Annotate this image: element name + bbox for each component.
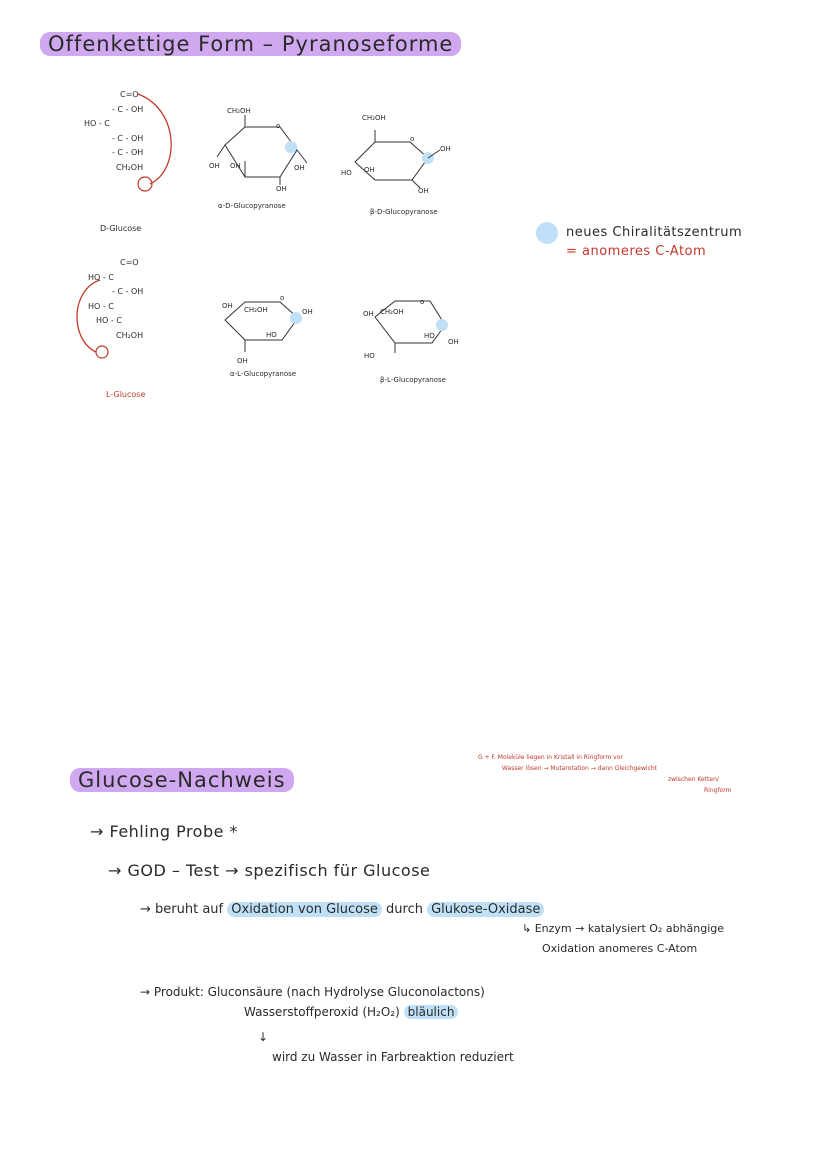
ring1-caption: α-D-Glucopyranose <box>218 202 286 210</box>
section2-title: Glucose-Nachweis <box>70 768 294 792</box>
ring1-left: OH <box>209 162 220 170</box>
ring1-left2: OH <box>230 162 241 170</box>
note-line: G + F. Moleküle liegen in Kristall in Ringform vor <box>478 754 623 761</box>
legend-line1: neues Chiralitätszentrum <box>566 225 743 240</box>
ring3-left2: HO <box>266 331 277 339</box>
ring2-left: HO <box>341 169 352 177</box>
ring3-top: CH₂OH <box>244 306 268 314</box>
ring3-left: OH <box>222 302 233 310</box>
open-chain-d-caption: D-Glucose <box>100 224 142 233</box>
side-note <box>478 752 758 796</box>
ring2-caption: β-D-Glucopyranose <box>370 208 438 216</box>
chain-line: CH₂OH <box>116 162 144 172</box>
ring-alpha-d <box>205 105 325 215</box>
chain-line: HO - C <box>96 316 122 325</box>
note-line: Wasser lösen → Mutarotation → dann Gleichgewicht <box>502 765 658 772</box>
ring1-ring-o: o <box>276 122 281 130</box>
section1-title: Offenkettige Form – Pyranoseforme <box>40 32 461 56</box>
product-arrow: ↓ <box>258 1030 269 1044</box>
enzyme-line1: ↳ Enzym → katalysiert O₂ abhängige <box>522 922 725 935</box>
ring2-ring-o: o <box>410 135 415 143</box>
ring1-top: CH₂OH <box>227 107 251 115</box>
l-glucose-cyclization-arrow <box>70 260 130 370</box>
ring-beta-d <box>340 118 460 218</box>
ring4-top: CH₂OH <box>380 308 404 316</box>
product-line2 <box>244 1005 458 1019</box>
chain-line: HO - C <box>88 301 114 311</box>
ring4-ring-o: o <box>420 298 425 306</box>
ring2-bottom: OH <box>418 187 429 195</box>
ring2-right: OH <box>440 145 451 153</box>
ring1-right: OH <box>294 164 305 172</box>
sub-line <box>140 902 544 917</box>
ring2-left2: OH <box>364 166 375 174</box>
chain-line: C=O <box>120 258 139 267</box>
ring3-bottom: OH <box>237 357 248 365</box>
product-line1: → Produkt: Gluconsäure (nach Hydrolyse Gluconolactons) <box>140 985 485 999</box>
open-chain-l-caption: L-Glucose <box>106 390 146 399</box>
chain-line: - C - OH <box>112 133 144 143</box>
product-h2o2: Wasserstoffperoxid (H₂O₂) <box>244 1005 400 1019</box>
item-god-test: → GOD – Test → spezifisch für Glucose <box>108 861 431 880</box>
chain-line: C=O <box>120 90 139 99</box>
ring4-right: OH <box>448 338 459 346</box>
chain-line: HO - C <box>84 119 110 128</box>
item-fehling: → Fehling Probe * <box>90 822 239 841</box>
ring3-caption: α-L-Glucopyranose <box>230 370 297 378</box>
ring4-left: OH <box>363 310 374 318</box>
sub-highlight-oxidation: Oxidation von Glucose <box>227 902 382 917</box>
chain-line: - C - OH <box>112 287 144 296</box>
chain-line: - C - OH <box>112 104 144 114</box>
ring2-top: CH₂OH <box>362 114 386 122</box>
ring3-ring-o: o <box>280 294 285 302</box>
d-glucose-cyclization-arrow <box>80 80 180 220</box>
ring3-right: OH <box>302 308 313 316</box>
legend-line2: = anomeres C-Atom <box>566 244 707 259</box>
ring4-left2: HO <box>424 332 435 340</box>
product-highlight: bläulich <box>404 1005 459 1019</box>
ring4-bottom: HO <box>364 352 375 360</box>
chain-line: - C - OH <box>112 148 144 157</box>
chain-line: HO - C <box>88 272 114 282</box>
sub-highlight-enzyme: Glukose-Oxidase <box>427 902 544 917</box>
legend-dot <box>536 222 558 244</box>
enzyme-line2: Oxidation anomeres C-Atom <box>542 942 698 955</box>
sub-middle: durch <box>386 902 423 917</box>
ring1-bottom: OH <box>276 185 287 193</box>
product-line3: wird zu Wasser in Farbreaktion reduziert <box>272 1050 514 1064</box>
note-line: zwischen Ketten/ <box>668 776 719 783</box>
chain-line: CH₂OH <box>116 330 144 340</box>
note-line: Ringform <box>704 787 732 794</box>
ring-beta-l <box>360 295 480 385</box>
sub-prefix: → beruht auf <box>140 902 224 917</box>
ring4-caption: β-L-Glucopyranose <box>380 376 446 384</box>
